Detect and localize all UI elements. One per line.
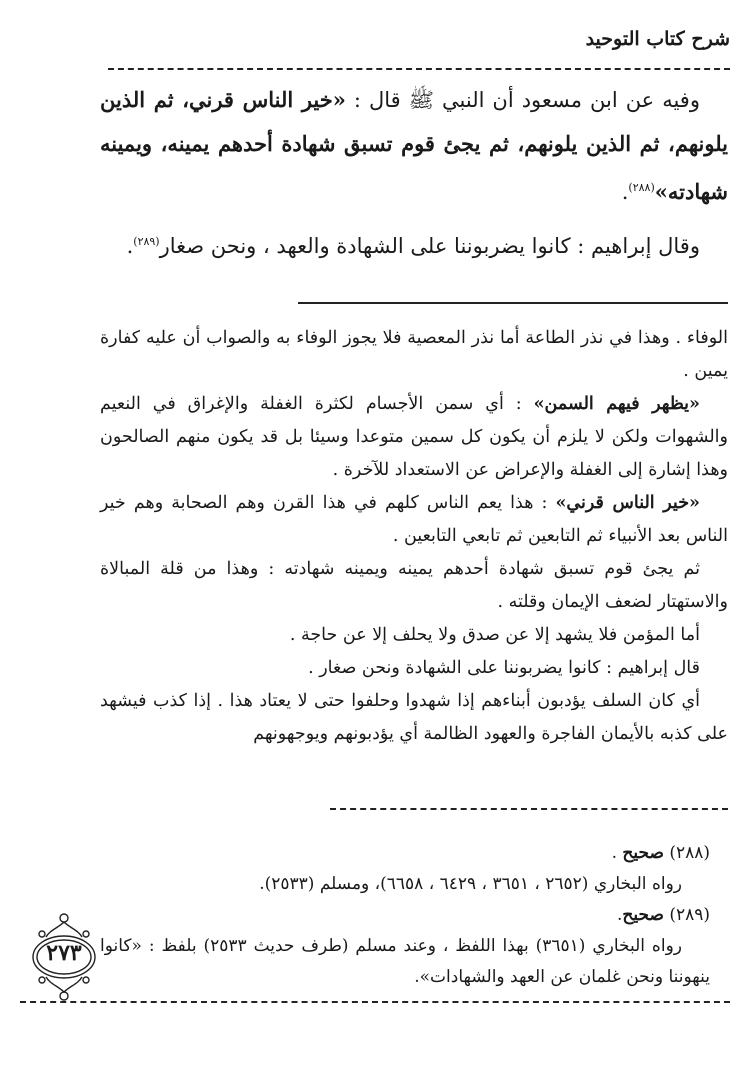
footnote-288-grade: صحيح bbox=[622, 843, 664, 863]
footnote-289-end: . bbox=[616, 905, 623, 925]
footnote-288 bbox=[100, 838, 710, 869]
footnote-ref-289[interactable]: (٢٨٩) bbox=[133, 235, 160, 248]
main-p1-hadith-quote: «خير الناس قرني، ثم الذين يلونهم، ثم الذين يلونهم، ثم يجئ قوم تسبق شهادة أحدهم يمينه، ويمينه شهادته» bbox=[100, 87, 728, 204]
footnote-289 bbox=[100, 900, 710, 931]
commentary-text-3: : هذا يعم الناس كلهم في هذا القرن وهم الصحابة وهم خير الناس بعد الأنبياء ثم التابعين ثم تابعي التابعين . bbox=[100, 493, 728, 546]
footnotes bbox=[100, 838, 710, 993]
commentary-para-2 bbox=[100, 388, 728, 487]
main-commentary-divider bbox=[298, 302, 728, 304]
commentary-para-3 bbox=[100, 487, 728, 553]
commentary-text-2: : أي سمن الأجسام لكثرة الغفلة والإغراق في النعيم والشهوات ولكن لا يلزم أن يكون كل سمين متوعدا وسيئا بل قد يكون منهم الصالحون وهذا إشارة إلى الغفلة والإعراض عن الاستعداد للآخرة . bbox=[100, 394, 728, 480]
commentary bbox=[100, 322, 728, 751]
header-divider bbox=[108, 68, 730, 70]
commentary-keyword-3: «خير الناس قرني» bbox=[555, 493, 700, 513]
commentary-para-7: أي كان السلف يؤدبون أبناءهم إذا شهدوا وحلفوا حتى لا يعتاد هذا . إذا كذب فيشهد على كذبه بالأيمان الفاجرة والعهود الظالمة أي يؤدبونهم ويوجهونهم bbox=[100, 691, 728, 744]
footnote-289-text: رواه البخاري (٣٦٥١) بهذا اللفظ ، وعند مسلم (طرف حديث ٢٥٣٣) بلفظ : «كانوا ينهوننا ونحن غلمان عن العهد والشهادات». bbox=[100, 936, 710, 987]
main-paragraph-2 bbox=[100, 220, 728, 268]
footnote-divider bbox=[330, 808, 728, 810]
footnote-288-number: (٢٨٨) bbox=[669, 843, 710, 863]
commentary-para-1: الوفاء . وهذا في نذر الطاعة أما نذر المعصية فلا يجوز الوفاء به والصواب أن عليه كفارة يمين . bbox=[100, 328, 728, 381]
main-paragraph-1 bbox=[100, 78, 728, 214]
running-header-title: شرح كتاب التوحيد bbox=[585, 28, 730, 50]
commentary-para-5: أما المؤمن فلا يشهد إلا عن صدق ولا يحلف إلا عن حاجة . bbox=[289, 625, 700, 645]
footnote-288-end: . bbox=[611, 843, 623, 863]
main-p1-end: . bbox=[621, 180, 629, 204]
page-number-badge bbox=[28, 910, 100, 1004]
commentary-para-4: ثم يجئ قوم تسبق شهادة أحدهم يمينه ويمينه شهادته : وهذا من قلة المبالاة والاستهتار لضعف الإيمان وقلته . bbox=[100, 559, 728, 612]
footnote-289-grade: صحيح bbox=[622, 905, 664, 925]
main-text bbox=[100, 78, 728, 268]
footnote-289-number: (٢٨٩) bbox=[669, 905, 710, 925]
main-p1-intro: وفيه عن ابن مسعود أن النبي ﷺ قال : bbox=[345, 88, 700, 112]
main-p2-text: وقال إبراهيم : كانوا يضربوننا على الشهادة والعهد ، ونحن صغار bbox=[159, 234, 700, 258]
main-p2-end: . bbox=[126, 234, 134, 258]
commentary-para-6: قال إبراهيم : كانوا يضربوننا على الشهادة ونحن صغار . bbox=[308, 658, 700, 678]
page-number: ٢٧٣ bbox=[46, 940, 82, 966]
footnote-288-text: رواه البخاري (٢٦٥٢ ، ٣٦٥١ ، ٦٤٢٩ ، ٦٦٥٨)، ومسلم (٢٥٣٣). bbox=[259, 874, 682, 894]
commentary-keyword-2: «يظهر فيهم السمن» bbox=[533, 394, 700, 414]
footer-divider bbox=[20, 1001, 730, 1003]
footnote-ref-288[interactable]: (٢٨٨) bbox=[628, 181, 655, 194]
